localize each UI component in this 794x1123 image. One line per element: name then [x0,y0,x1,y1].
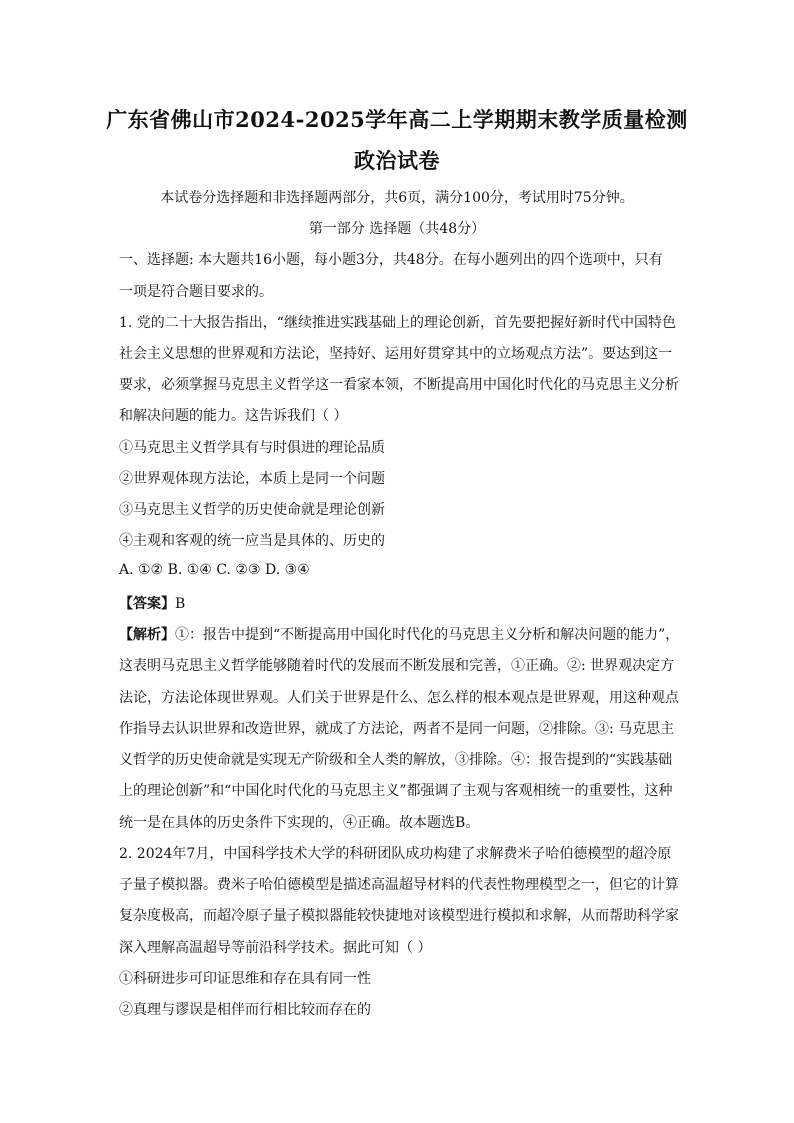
q1-option: ③马克思主义哲学的历史使命就是理论创新 [119,502,385,518]
q1-choices: A. ①② B. ①④ C. ②③ D. ③④ [119,562,310,578]
part1-heading: 第一部分 选择题（共48分） [308,221,486,237]
exam-subject-title: 政治试卷 [354,148,440,173]
q2-stem-line: 深入理解高温超导等前沿科学技术。据此可知（ ） [119,940,432,956]
section1-instruction-line: 一、选择题: 本大题共16小题，每小题3分，共48分。在每小题列出的四个选项中，只有 [119,252,663,268]
analysis-text: ①：报告中提到“不断提高用中国化时代化的马克思主义分析和解决问题的能力”， [175,627,680,643]
q1-stem-line: 1. 党的二十大报告指出，“继续推进实践基础上的理论创新，首先要把握好新时代中国特色 [119,315,676,331]
answer-label: 【答案】 [119,596,175,612]
q2-stem-line: 2. 2024年7月，中国科学技术大学的科研团队成功构建了求解费米子哈伯德模型的超冷原 [119,846,672,862]
q1-analysis-line: 法论，方法论体现世界观。人们关于世界是什么、怎么样的根本观点是世界观，用这种观点 [119,690,679,706]
exam-intro: 本试卷分选择题和非选择题两部分，共6页，满分100分，考试用时75分钟。 [160,190,634,206]
section1-instruction-line: 一项是符合题目要求的。 [119,284,273,300]
q1-stem-line: 社会主义思想的世界观和方法论，坚持好、运用好贯穿其中的立场观点方法”。要达到这一 [119,346,673,362]
q1-analysis-line [119,624,679,644]
q2-stem-line: 复杂度极高，而超冷原子量子模拟器能较快捷地对该模型进行模拟和求解，从而帮助科学家 [119,908,679,924]
exam-title: 广东省佛山市2024-2025学年高二上学期期末教学质量检测 [106,107,688,132]
q1-analysis-line: 义哲学的历史使命就是实现无产阶级和全人类的解放，③排除。④：报告提到的“实践基础 [119,752,673,768]
q2-stem-line: 子量子模拟器。费米子哈伯德模型是描述高温超导材料的代表性物理模型之一，但它的计算 [119,877,679,893]
q1-stem-line: 和解决问题的能力。这告诉我们（ ） [119,408,348,424]
analysis-label: 【解析】 [119,627,175,643]
q1-stem-line: 要求，必须掌握马克思主义哲学这一看家本领，不断提高用中国化时代化的马克思主义分析 [119,377,679,393]
q2-option: ①科研进步可印证思维和存在具有同一性 [119,971,371,987]
answer-value: B [175,596,186,612]
q1-analysis-line: 统一是在具体的历史条件下实现的，④正确。故本题选B。 [119,815,480,831]
q1-analysis-line: 作指导去认识世界和改造世界，就成了方法论，两者不是同一问题，②排除。③: 马克思主 [119,721,675,737]
q1-option: ①马克思主义哲学具有与时俱进的理论品质 [119,440,385,456]
q1-option: ②世界观体现方法论，本质上是同一个问题 [119,471,385,487]
q1-analysis-line: 上的理论创新”和“中国化时代化的马克思主义”都强调了主观与客观相统一的重要性，这种 [119,783,673,799]
q2-option: ②真理与谬误是相伴而行相比较而存在的 [119,1002,371,1018]
q1-answer [119,593,679,613]
q1-option: ④主观和客观的统一应当是具体的、历史的 [119,533,385,549]
q1-analysis-line: 这表明马克思主义哲学能够随着时代的发展而不断发展和完善，①正确。②: 世界观决定方 [119,658,675,674]
